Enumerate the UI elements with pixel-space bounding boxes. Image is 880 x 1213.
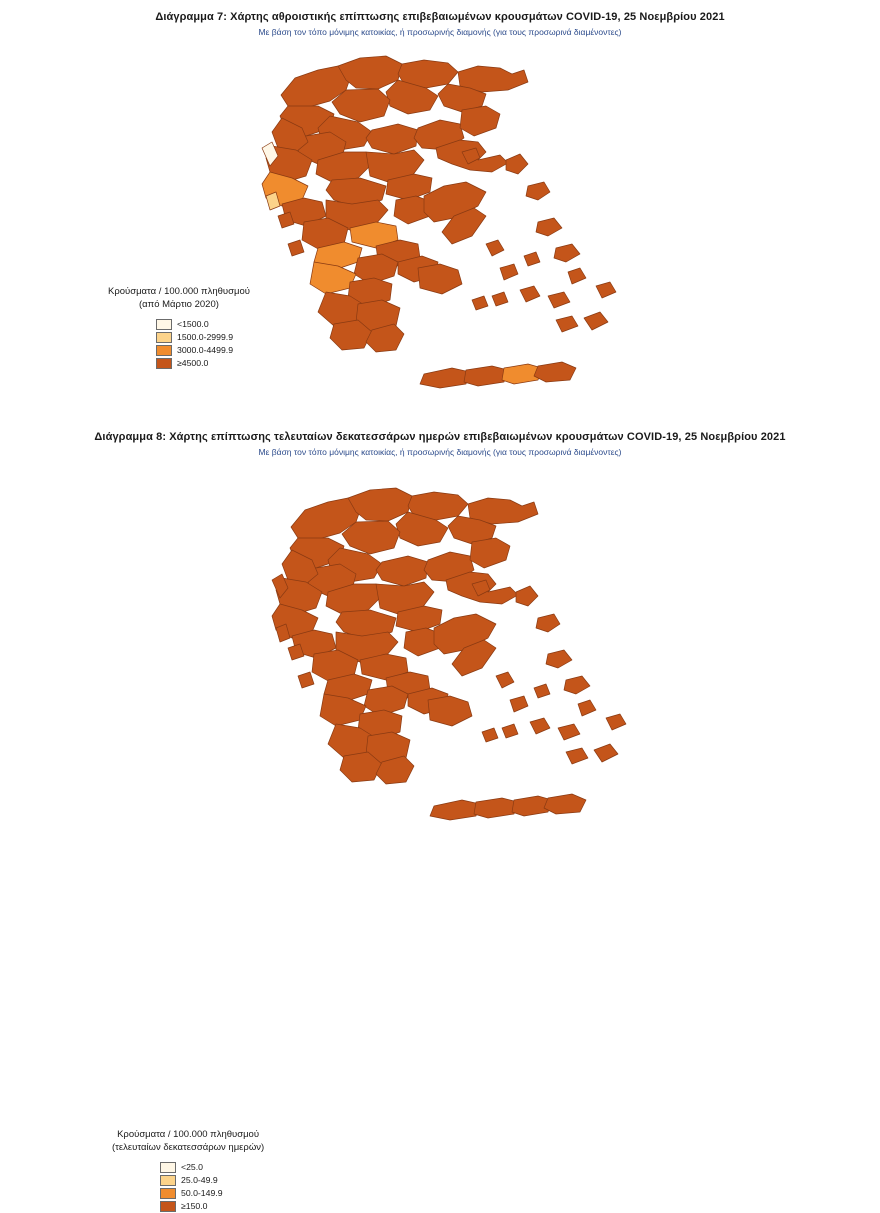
region-unit: [556, 316, 578, 332]
legend-swatch-icon: [160, 1162, 176, 1173]
region-unit: [554, 244, 580, 262]
legend-item: [160, 1174, 264, 1187]
region-unit: [534, 684, 550, 698]
region-unit: [510, 696, 528, 712]
region-unit: [298, 672, 314, 688]
legend-item-label: 50.0-149.9: [181, 1188, 223, 1199]
region-unit: [544, 794, 586, 814]
legend-swatch-icon: [160, 1201, 176, 1212]
legend-title: [108, 286, 250, 312]
region-unit: [418, 264, 462, 294]
map-legend-diagram-7: [108, 286, 250, 370]
chart-subtitle-diagram-7: Με βάση τον τόπο μόνιμης κατοικίας, ή προσωρινής διαμονής (για τους προσωρινά διαμένοντες): [258, 27, 622, 37]
legend-item-label: 1500.0-2999.9: [177, 332, 234, 343]
legend-item: [160, 1187, 264, 1200]
legend-swatch-icon: [156, 358, 172, 369]
greece-choropleth-map-2: [0, 420, 880, 888]
legend-item-label: ≥4500.0: [177, 358, 209, 369]
legend-swatch-icon: [156, 332, 172, 343]
legend-title: [112, 1129, 264, 1155]
region-unit: [520, 286, 540, 302]
region-unit: [516, 586, 538, 606]
region-unit: [464, 366, 508, 386]
map-legend-diagram-8: [112, 1129, 264, 1213]
legend-item-label: 25.0-49.9: [181, 1175, 218, 1186]
region-unit: [496, 672, 514, 688]
region-unit: [474, 798, 518, 818]
region-unit: [566, 748, 588, 764]
chart-panel-diagram-7: [0, 0, 880, 420]
legend-title-line2: (τελευταίων δεκατεσσάρων ημερών): [112, 1141, 265, 1153]
region-unit: [500, 264, 518, 280]
region-unit: [548, 292, 570, 308]
region-unit: [606, 714, 626, 730]
map-container-diagram-8: [0, 420, 880, 888]
legend-items: [156, 318, 250, 370]
legend-item: [160, 1161, 264, 1174]
region-unit: [420, 368, 470, 388]
region-unit: [460, 106, 500, 136]
legend-item: [156, 357, 250, 370]
region-unit: [546, 650, 572, 668]
region-unit: [486, 240, 504, 256]
chart-panel-diagram-8: [0, 420, 880, 1212]
region-unit: [366, 124, 418, 154]
legend-title-line1: Κρούσματα / 100.000 πληθυσμού: [108, 286, 250, 297]
region-unit: [506, 154, 528, 174]
region-unit: [492, 292, 508, 306]
page-title-diagram-7: Διάγραμμα 7: Χάρτης αθροιστικής επίπτωσης επιβεβαιωμένων κρουσμάτων COVID-19, 25 Νοεμβρίου 2021: [155, 11, 725, 23]
region-unit: [470, 538, 510, 568]
region-unit: [524, 252, 540, 266]
legend-swatch-icon: [156, 345, 172, 356]
region-unit: [376, 556, 428, 586]
legend-title-line1: Κρούσματα / 100.000 πληθυσμού: [117, 1129, 260, 1140]
legend-item: [156, 344, 250, 357]
legend-title-line2: (από Μάρτιο 2020): [139, 298, 219, 310]
legend-item-label: ≥150.0: [181, 1201, 208, 1212]
region-unit: [578, 700, 596, 716]
region-unit: [472, 296, 488, 310]
region-unit: [564, 676, 590, 694]
region-unit: [530, 718, 550, 734]
legend-item: [156, 331, 250, 344]
legend-items: [160, 1161, 264, 1213]
legend-swatch-icon: [160, 1188, 176, 1199]
region-unit: [428, 696, 472, 726]
legend-item: [160, 1200, 264, 1213]
legend-item-label: <1500.0: [177, 319, 209, 330]
chart-subtitle-diagram-8: Με βάση τον τόπο μόνιμης κατοικίας, ή προσωρινής διαμονής (για τους προσωρινά διαμένοντες): [258, 447, 622, 457]
region-unit: [558, 724, 580, 740]
region-unit: [596, 282, 616, 298]
region-unit: [594, 744, 618, 762]
region-unit: [288, 240, 304, 256]
region-unit: [536, 614, 560, 632]
region-unit: [430, 800, 480, 820]
legend-swatch-icon: [160, 1175, 176, 1186]
region-unit: [534, 362, 576, 382]
region-unit: [482, 728, 498, 742]
legend-swatch-icon: [156, 319, 172, 330]
legend-item: [156, 318, 250, 331]
region-unit: [502, 724, 518, 738]
page-title-diagram-8: Διάγραμμα 8: Χάρτης επίπτωσης τελευταίων δεκατεσσάρων ημερών επιβεβαιωμένων κρουσμάτων COVID-19, 25 Νοεμβρίου 2021: [94, 431, 786, 443]
region-unit: [568, 268, 586, 284]
region-unit: [584, 312, 608, 330]
region-unit: [526, 182, 550, 200]
region-unit: [536, 218, 562, 236]
legend-item-label: 3000.0-4499.9: [177, 345, 234, 356]
legend-item-label: <25.0: [181, 1162, 203, 1173]
